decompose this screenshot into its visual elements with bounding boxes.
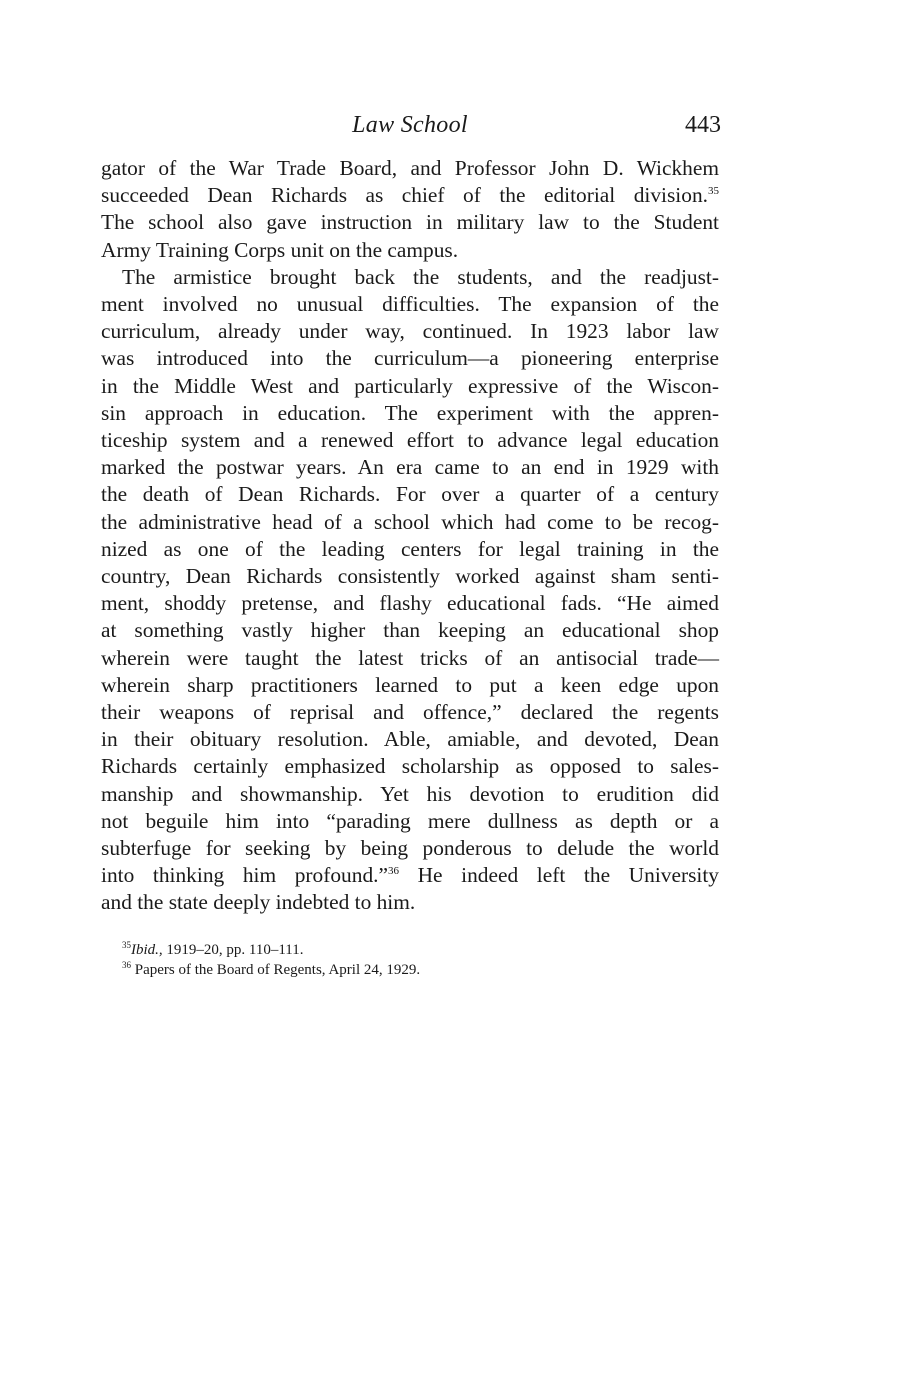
text-line: sin approach in education. The experiment with the appren- <box>101 400 719 425</box>
body-text <box>101 155 719 917</box>
text-line: wherein sharp practitioners learned to put a keen edge upon <box>101 672 719 697</box>
text-line-content: into thinking him profound.” <box>101 863 388 888</box>
text-line: their weapons of reprisal and offence,” declared the regents <box>101 700 719 725</box>
text-line: The school also gave instruction in military law to the Student <box>101 210 719 235</box>
text-line: was introduced into the curriculum—a pioneering enterprise <box>101 346 719 371</box>
text-line: Richards certainly emphasized scholarship as opposed to sales- <box>101 754 719 779</box>
footnotes <box>101 940 719 980</box>
text-line: not beguile him into “parading mere dullness as depth or a <box>101 808 719 833</box>
text-line: and the state deeply indebted to him. <box>101 890 416 915</box>
text-line-content: He indeed left the University <box>398 863 719 888</box>
text-line: nized as one of the leading centers for legal training in the <box>101 536 719 561</box>
text-line: subterfuge for seeking by being ponderous to delude the world <box>101 836 719 861</box>
footnote-ref-35: 35 <box>708 185 719 198</box>
text-line: manship and showmanship. Yet his devotion to erudition did <box>101 781 719 806</box>
text-line: at something vastly higher than keeping an educational shop <box>101 618 719 643</box>
text-line: the death of Dean Richards. For over a quarter of a century <box>101 482 719 507</box>
text-line: gator of the War Trade Board, and Professor John D. Wickhem <box>101 156 719 180</box>
footnote-number: 35 <box>122 939 131 950</box>
footnote-text: Papers of the Board of Regents, April 24, 1929. <box>134 961 421 978</box>
text-line-content: succeeded Dean Richards as chief of the editorial division. <box>101 183 708 208</box>
page-number: 443 <box>685 112 721 138</box>
text-line: in their obituary resolution. Able, amiable, and devoted, Dean <box>101 727 719 752</box>
footnote-text: 1919–20, pp. 110–111. <box>162 941 304 958</box>
text-line: marked the postwar years. An era came to an end in 1929 with <box>101 455 719 480</box>
text-line: ment involved no unusual difficulties. The expansion of the <box>101 292 719 317</box>
text-line: in the Middle West and particularly expressive of the Wiscon- <box>101 373 719 398</box>
text-line: ment, shoddy pretense, and flashy educational fads. “He aimed <box>101 591 719 616</box>
book-page <box>101 112 719 980</box>
footnote-35 <box>101 940 719 960</box>
footnote-number: 36 <box>122 959 131 970</box>
text-line: the administrative head of a school which had come to be recog- <box>101 509 719 534</box>
text-line <box>101 182 719 209</box>
footnote-italic: Ibid., <box>131 941 163 958</box>
text-line <box>101 862 719 889</box>
running-head <box>101 112 719 146</box>
footnote-ref-36: 36 <box>387 865 399 878</box>
text-line: wherein were taught the latest tricks of an antisocial trade— <box>101 645 719 670</box>
text-line: The armistice brought back the students, and the readjust- <box>122 264 719 289</box>
text-line: ticeship system and a renewed effort to advance legal education <box>101 428 719 453</box>
running-title: Law School <box>352 112 468 138</box>
text-line: curriculum, already under way, continued. In 1923 labor law <box>101 319 719 344</box>
footnote-36 <box>101 960 719 980</box>
text-line: country, Dean Richards consistently worked against sham senti- <box>101 564 719 589</box>
text-line: Army Training Corps unit on the campus. <box>101 237 459 262</box>
